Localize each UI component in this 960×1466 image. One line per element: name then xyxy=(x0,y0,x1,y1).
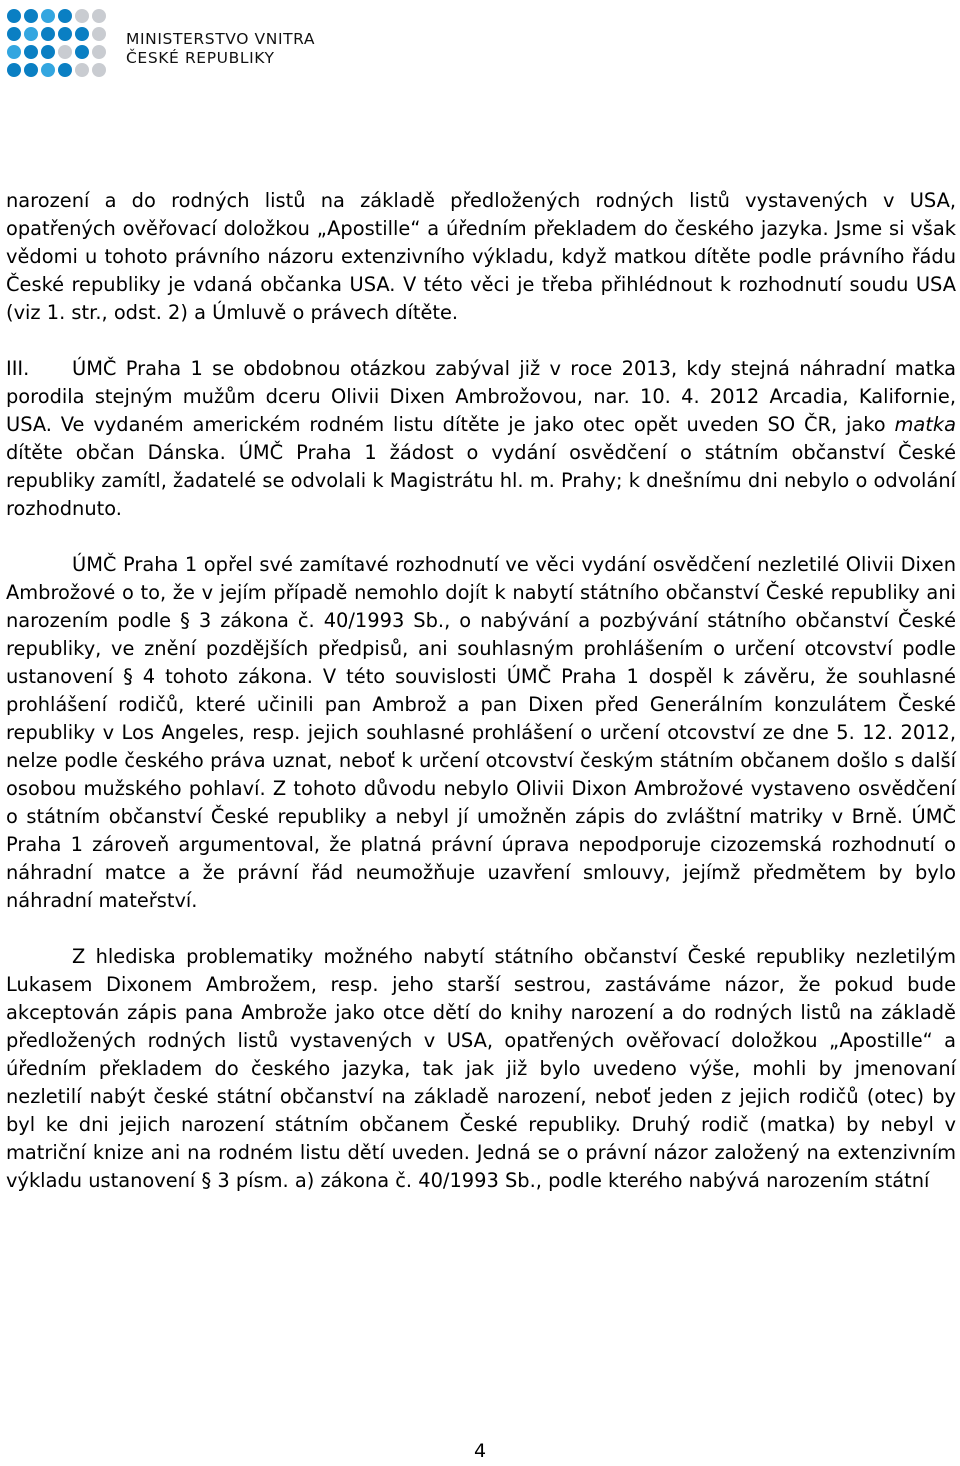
logo-dot xyxy=(75,45,89,59)
paragraph-2-emphasis: matka xyxy=(894,413,956,436)
logo-dot xyxy=(41,45,55,59)
logo-dot xyxy=(58,45,72,59)
logo-dot xyxy=(92,27,106,41)
section-numeral: III. xyxy=(6,357,30,380)
logo-dot xyxy=(58,9,72,23)
paragraph-2-text-a: ÚMČ Praha 1 se obdobnou otázkou zabýval již v roce 2013, kdy stejná náhradní matka porodila stejným mužům dceru Olivii Dixen Ambrožovou, nar. 10. 4. 2012 Arcadia, Kalifornie, USA. Ve vydaném americkém rodném listu dítěte je jako otec opět uveden SO ČR, jako xyxy=(6,357,956,436)
paragraph-4-text: Z hlediska problematiky možného nabytí státního občanství České republiky nezletilým Lukasem Dixonem Ambrožem, resp. jeho starší sestrou, zastáváme názor, že pokud bude akceptován zápis pana Ambrože jako otce dětí do knihy narození a do rodných listů na základě předložených rodných listů vystavených v USA, opatřených ověřovací doložkou „Apostille“ a úředním překladem do českého jazyka, tak jak již bylo uvedeno výše, mohli by jmenovaní nezletilí nabýt české státní občanství na základě narození, neboť jeden z jejich rodičů (otec) by byl ke dni jejich narození státním občanem České republiky. Druhý rodič (matka) by nebyl v matriční knize ani na rodném listu dětí uveden. Jedná se o právní názor založený na extenzivním výkladu ustanovení § 3 písm. a) zákona č. 40/1993 Sb., podle kterého nabývá narozením státní xyxy=(6,945,956,1192)
ministry-logo-grid-icon xyxy=(6,8,110,80)
logo-dot xyxy=(7,27,21,41)
logo-dot xyxy=(41,63,55,77)
page-number: 4 xyxy=(473,1440,487,1462)
paragraph-2 xyxy=(6,355,956,523)
logo-dot xyxy=(24,45,38,59)
paragraph-3-text: ÚMČ Praha 1 opřel své zamítavé rozhodnutí ve věci vydání osvědčení nezletilé Olivii Dixen Ambrožové o to, že v jejím případě nemohlo dojít k nabytí státního občanství České republiky ani narozením podle § 3 zákona č. 40/1993 Sb., o nabývání a pozbývání státního občanství České republiky, ve znění pozdějších předpisů, ani souhlasným prohlášením o určení otcovství podle ustanovení § 4 tohoto zákona. V této souvislosti ÚMČ Praha 1 dospěl k závěru, že souhlasné prohlášení rodičů, které učinili pan Ambrož a pan Dixen před Generálním konzulátem České republiky v Los Angeles, resp. jejich souhlasné prohlášení o určení otcovství ze dne 5. 12. 2012, nelze podle českého práva uznat, neboť k určení otcovství českým státním občanem došlo s další osobou mužského pohlaví. Z tohoto důvodu nebylo Olivii Dixon Ambrožové vystaveno osvědčení o státním občanství České republiky a nebyl jí umožněn zápis do zvláštní matriky v Brně. ÚMČ Praha 1 zároveň argumentoval, že platná právní úprava nepodporuje cizozemská rozhodnutí o náhradní matce a že právní řád neumožňuje uzavření smlouvy, jejímž předmětem by bylo náhradní mateřství. xyxy=(6,553,956,912)
paragraph-1-text: narození a do rodných listů na základě předložených rodných listů vystavených v USA, opatřených ověřovací doložkou „Apostille“ a úředním překladem do českého jazyka. Jsme si však vědomi u tohoto právního názoru extenzivního výkladu, když matkou dítěte podle právního řádu České republiky je vdaná občanka USA. V této věci je třeba přihlédnout k rozhodnutí soudu USA (viz 1. str., odst. 2) a Úmluvě o právech dítěte. xyxy=(6,189,956,324)
logo-dot xyxy=(41,9,55,23)
paragraph-1 xyxy=(6,187,956,327)
logo-dot xyxy=(41,27,55,41)
paragraph-3 xyxy=(6,551,956,915)
ministry-name xyxy=(126,30,315,68)
ministry-logo xyxy=(0,0,316,86)
logo-dot xyxy=(75,27,89,41)
paragraph-2-text-b: dítěte občan Dánska. ÚMČ Praha 1 žádost o vydání osvědčení o státním občanství České republiky zamítl, žadatelé se odvolali k Magistrátu hl. m. Prahy; k dnešnímu dni nebylo o odvolání rozhodnuto. xyxy=(6,441,956,520)
paragraph-4 xyxy=(6,943,956,1195)
logo-dot xyxy=(58,63,72,77)
logo-dot xyxy=(58,27,72,41)
ministry-name-line2: ČESKÉ REPUBLIKY xyxy=(126,49,275,67)
document-body xyxy=(6,187,956,1195)
ministry-name-line1: MINISTERSTVO VNITRA xyxy=(126,30,316,48)
logo-dot xyxy=(7,63,21,77)
logo-dot xyxy=(92,45,106,59)
logo-dot xyxy=(75,63,89,77)
logo-dot xyxy=(24,27,38,41)
logo-dot xyxy=(7,9,21,23)
logo-dot xyxy=(92,9,106,23)
logo-dot xyxy=(24,63,38,77)
logo-dot xyxy=(24,9,38,23)
logo-dot xyxy=(75,9,89,23)
logo-dot xyxy=(7,45,21,59)
logo-dot xyxy=(92,63,106,77)
